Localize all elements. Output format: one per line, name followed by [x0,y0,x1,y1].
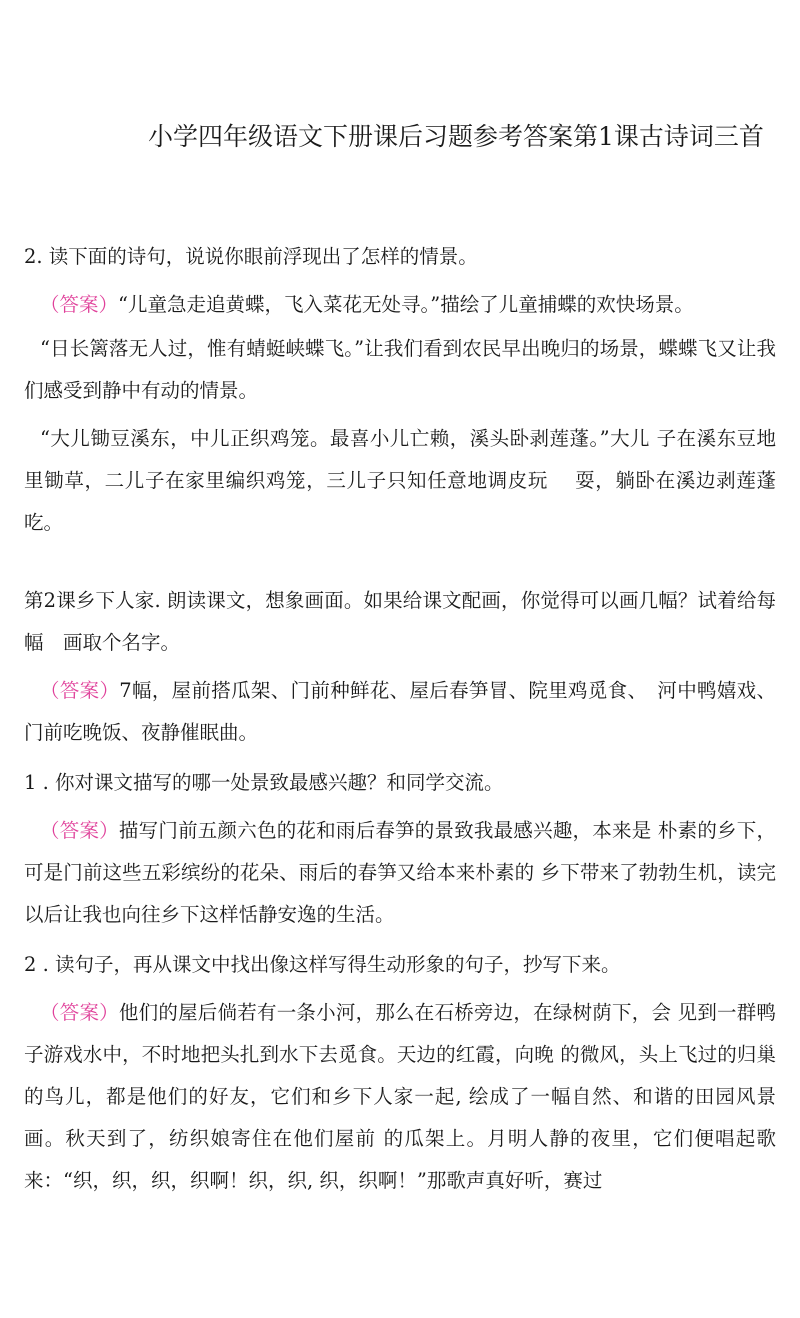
question-read-poems [24,236,776,278]
question-text: 2 . 读句子，再从课文中找出像这样写得生动形象的句子，抄写下来。 [24,953,621,976]
answer-text: “日长篱落无人过，惟有蜻蜓峡蝶飞。”让我们看到农民早出晚归的场景，蝶蝶飞又让我们感受到静中有动的情景。 [24,337,776,402]
answer-vivid-sentences [24,992,776,1202]
answer-lesson-2-pictures [24,670,776,754]
question-favorite-scene [24,762,776,804]
answer-poem-1-continued [24,328,776,412]
question-text: 1 . 你对课文描写的哪一处景致最感兴趣？和同学交流。 [24,771,504,794]
answer-text: “大儿锄豆溪东，中儿正织鸡笼。最喜小儿亡赖，溪头卧剥莲蓬。”大儿 子在溪东豆地里锄草，二儿子在家里编织鸡笼，三儿子只知任意地调皮玩 耍，躺卧在溪边剥莲蓬吃。 [24,427,776,534]
answer-poem-1 [24,284,776,326]
answer-text: 他们的屋后倘若有一条小河，那么在石桥旁边，在绿树荫下，会 见到一群鸭子游戏水中，不时地把头扎到水下去觅食。天边的红霞，向晚 的微风，头上飞过的归巢的鸟儿，都是他们的好友，它们和乡下人家一起, 绘成了一幅自然、和谐的田园风景画。秋天到了，纺织娘寄住在他们屋前 的瓜架上。月明人静的夜里，它们便唱起歌来：“织，织，织，织啊！织，织, 织，织啊！”那歌声真好听，赛过 [24,1001,776,1192]
answer-tag: （答案） [40,679,120,702]
answer-text: 描写门前五颜六色的花和雨后春笋的景致我最感兴趣，本来是 朴素的乡下，可是门前这些五彩缤纷的花朵、雨后的春笋又给本来朴素的 乡下带来了勃勃生机，读完以后让我也向往乡下这样恬静安逸的生活。 [24,819,776,926]
page-title: 小学四年级语文下册课后习题参考答案第1课古诗词三首 [148,122,764,151]
answer-tag: （答案） [40,819,119,842]
question-text: 第2课乡下人家. 朗读课文，想象画面。如果给课文配画，你觉得可以画几幅？试着给每幅 画取个名字。 [24,589,776,654]
answer-poem-2 [24,418,776,544]
answer-tag: （答案） [40,1001,119,1024]
answer-text: “儿童急走追黄蝶，飞入菜花无处寻。”描绘了儿童捕蝶的欢快场景。 [118,293,694,316]
question-text: 2. 读下面的诗句，说说你眼前浮现出了怎样的情景。 [24,245,478,268]
answer-text: 7幅，屋前搭瓜架、门前种鲜花、屋后春笋冒、院里鸡觅食、 河中鸭嬉戏、门前吃晚饭、夜静催眠曲。 [24,679,776,744]
answer-favorite-scene [24,810,776,936]
question-lesson-2-pictures [24,580,776,664]
answer-tag: （答案） [40,293,119,316]
question-vivid-sentences [24,944,776,986]
